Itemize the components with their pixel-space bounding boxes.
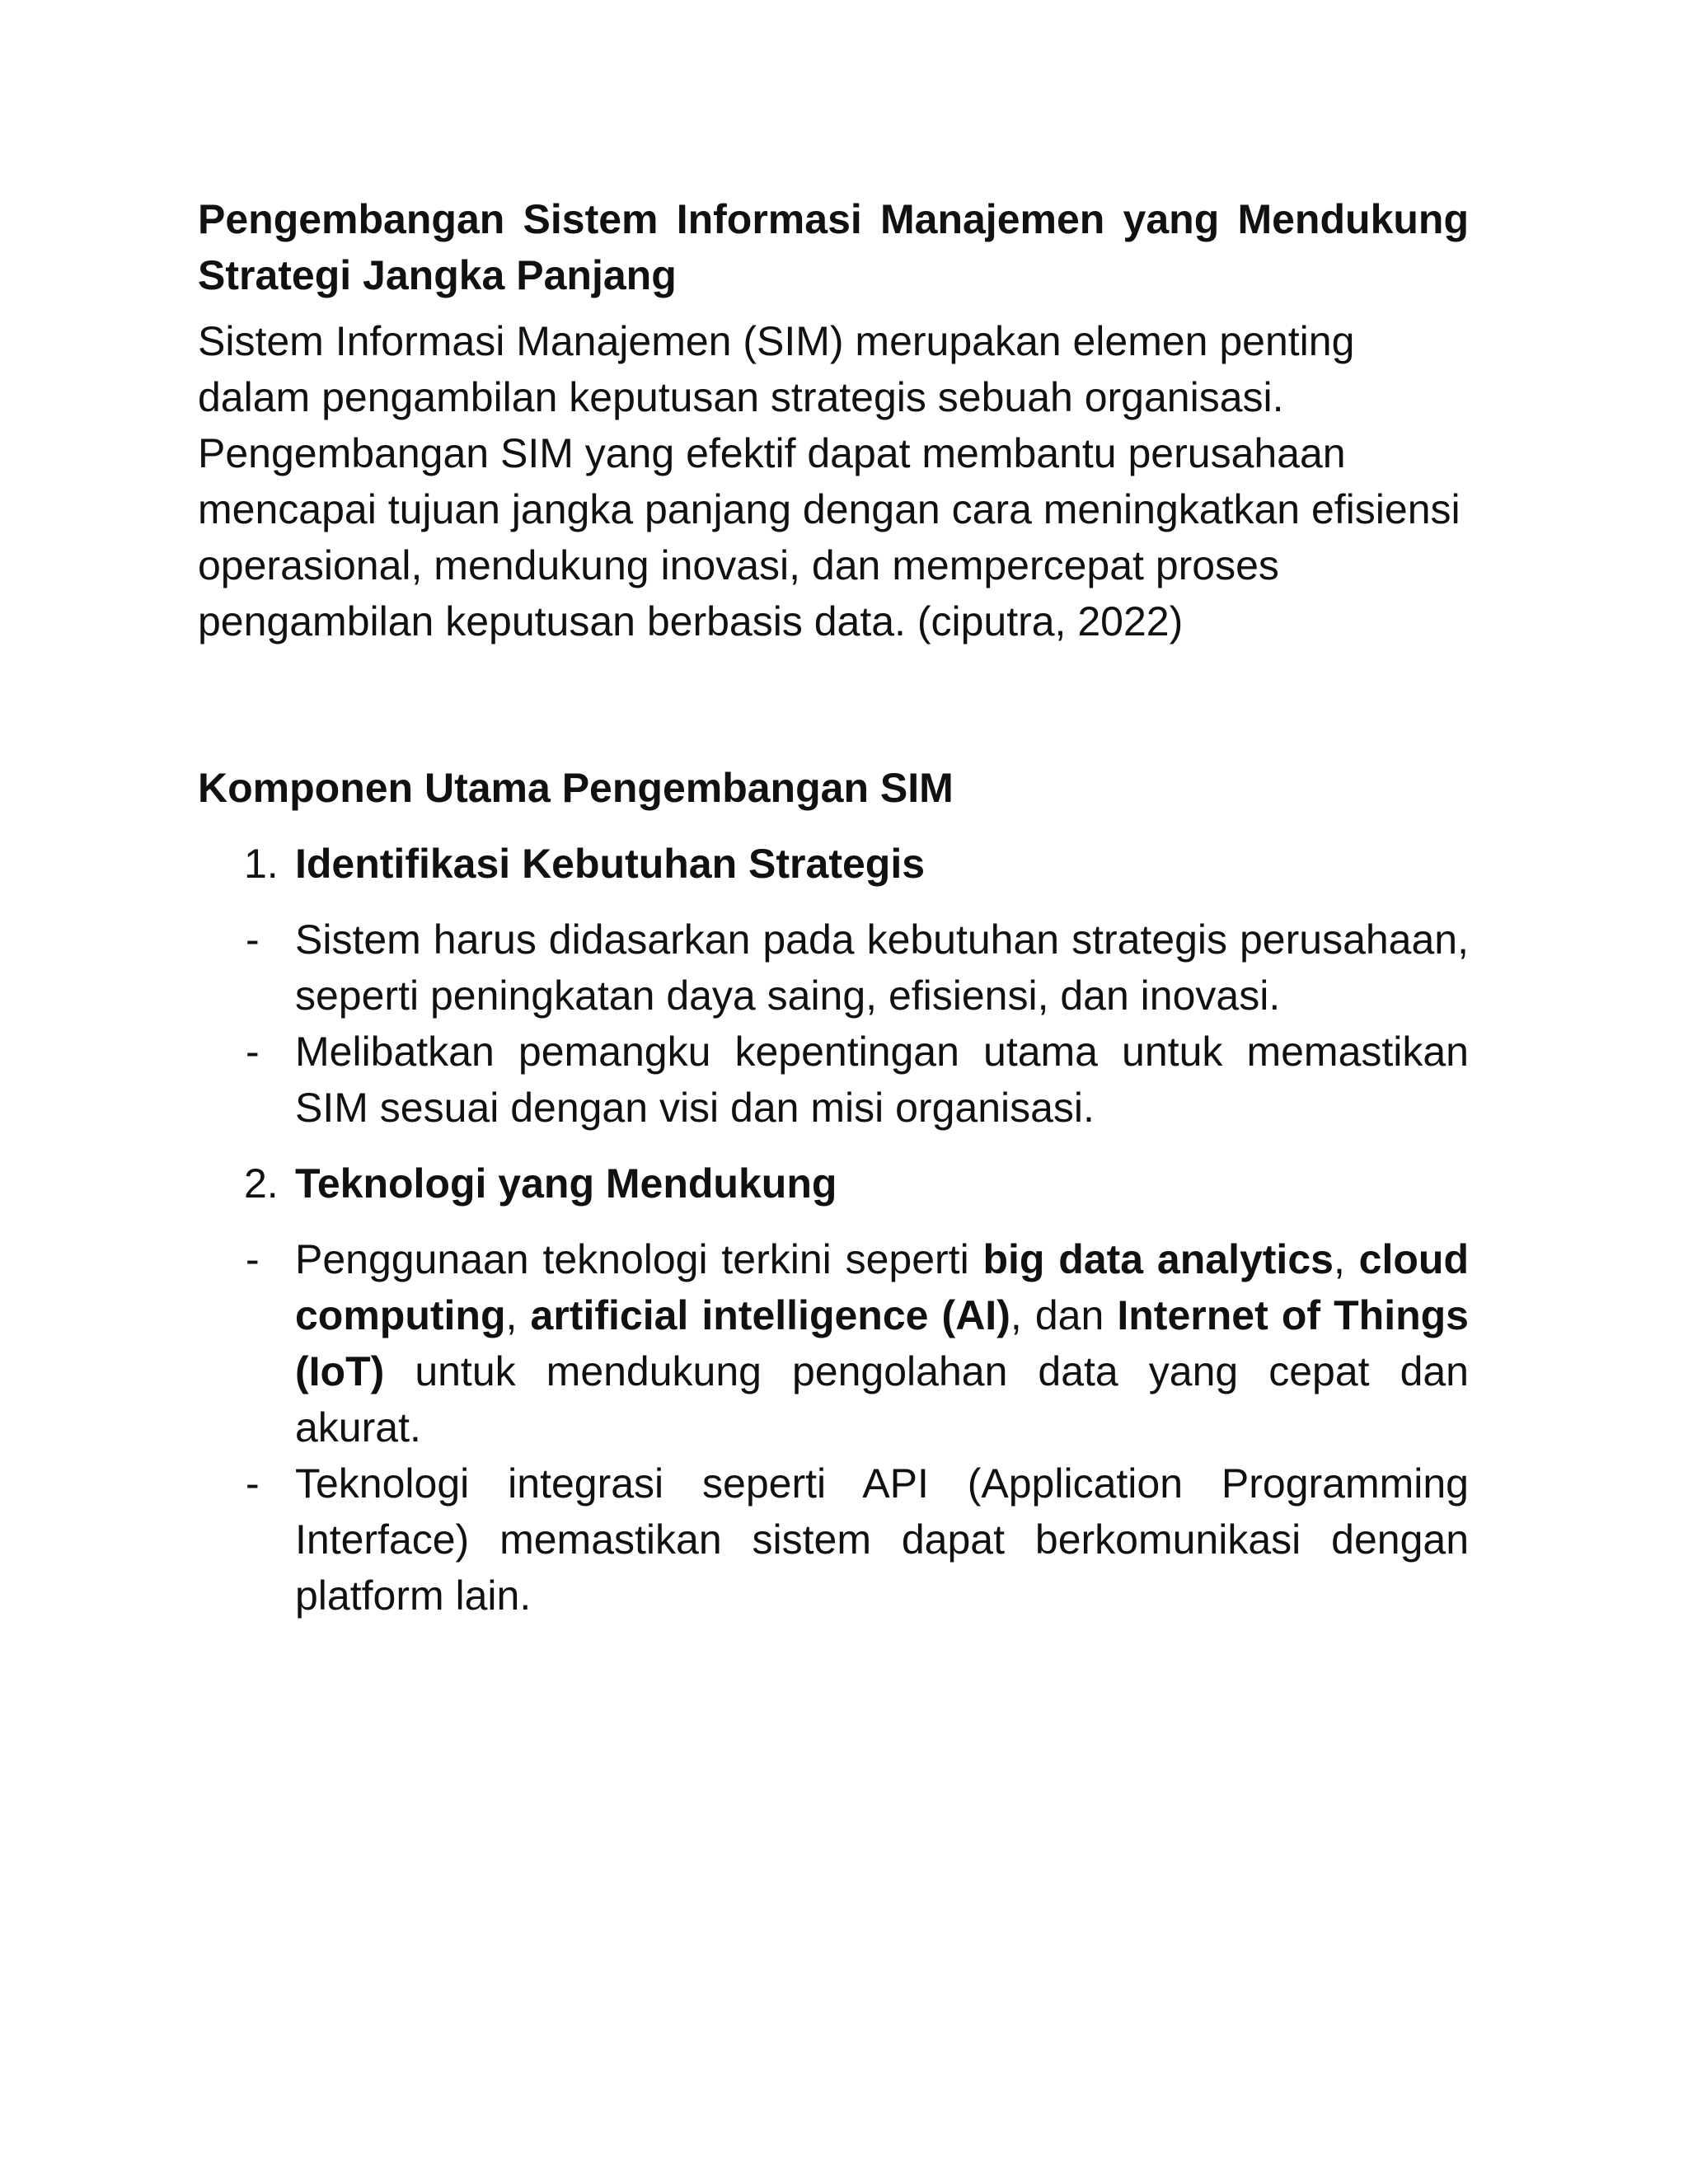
numbered-item-2 bbox=[198, 1155, 1469, 1212]
bullet-list-2 bbox=[198, 1231, 1469, 1624]
bullet-text-part: untuk mendukung pengolahan data yang cepat dan akurat. bbox=[295, 1348, 1469, 1451]
section-title: Komponen Utama Pengembangan SIM bbox=[198, 765, 954, 811]
item-number: 2. bbox=[244, 1160, 279, 1207]
bullet-dash: - bbox=[246, 1029, 260, 1075]
bullet-dash: - bbox=[246, 1236, 260, 1282]
bullet-text-part: , bbox=[505, 1292, 531, 1338]
bullet-term-big-data: big data analytics bbox=[982, 1236, 1334, 1282]
bullet-dash: - bbox=[246, 916, 260, 963]
document-title: Pengembangan Sistem Informasi Manajemen yang Mendukung Strategi Jangka Panjang bbox=[198, 196, 1469, 298]
bullet-item bbox=[198, 1231, 1469, 1455]
bullet-text: Sistem harus didasarkan pada kebutuhan strategis perusahaan, seperti peningkatan daya saing, efisiensi, dan inovasi. bbox=[295, 916, 1469, 1019]
bullet-text-part: , bbox=[1333, 1236, 1359, 1282]
bullet-list-1 bbox=[198, 912, 1469, 1136]
bullet-term-ai: artificial intelligence (AI) bbox=[530, 1292, 1010, 1338]
bullet-item bbox=[198, 1455, 1469, 1624]
bullet-text: Melibatkan pemangku kepentingan utama untuk memastikan SIM sesuai dengan visi dan misi organisasi. bbox=[295, 1029, 1469, 1131]
document-page bbox=[198, 191, 1469, 1624]
bullet-item bbox=[198, 1024, 1469, 1136]
bullet-term-cloud: cloud computing bbox=[295, 1236, 1469, 1338]
intro-paragraph: Sistem Informasi Manajemen (SIM) merupakan elemen penting dalam pengambilan keputusan strategis sebuah organisasi. Pengembangan SIM yang efektif dapat membantu perusahaan mencapai tujuan jangka panjang dengan cara meningkatkan efisiensi operasional, mendukung inovasi, dan mempercepat proses pengambilan keputusan berbasis data. (ciputra, 2022) bbox=[198, 318, 1461, 644]
item-heading: Teknologi yang Mendukung bbox=[295, 1160, 837, 1207]
numbered-item-1 bbox=[198, 836, 1469, 892]
item-heading: Identifikasi Kebutuhan Strategis bbox=[295, 841, 926, 887]
item-number: 1. bbox=[244, 841, 279, 887]
bullet-term-iot: Internet of Things (IoT) bbox=[295, 1292, 1469, 1394]
bullet-text-part: Penggunaan teknologi terkini seperti bbox=[295, 1236, 983, 1282]
bullet-text-part: , dan bbox=[1010, 1292, 1118, 1338]
bullet-text: Teknologi integrasi seperti API (Application Programming Interface) memastikan sistem dapat berkomunikasi dengan platform lain. bbox=[295, 1460, 1469, 1619]
bullet-item bbox=[198, 912, 1469, 1024]
bullet-dash: - bbox=[246, 1460, 260, 1507]
